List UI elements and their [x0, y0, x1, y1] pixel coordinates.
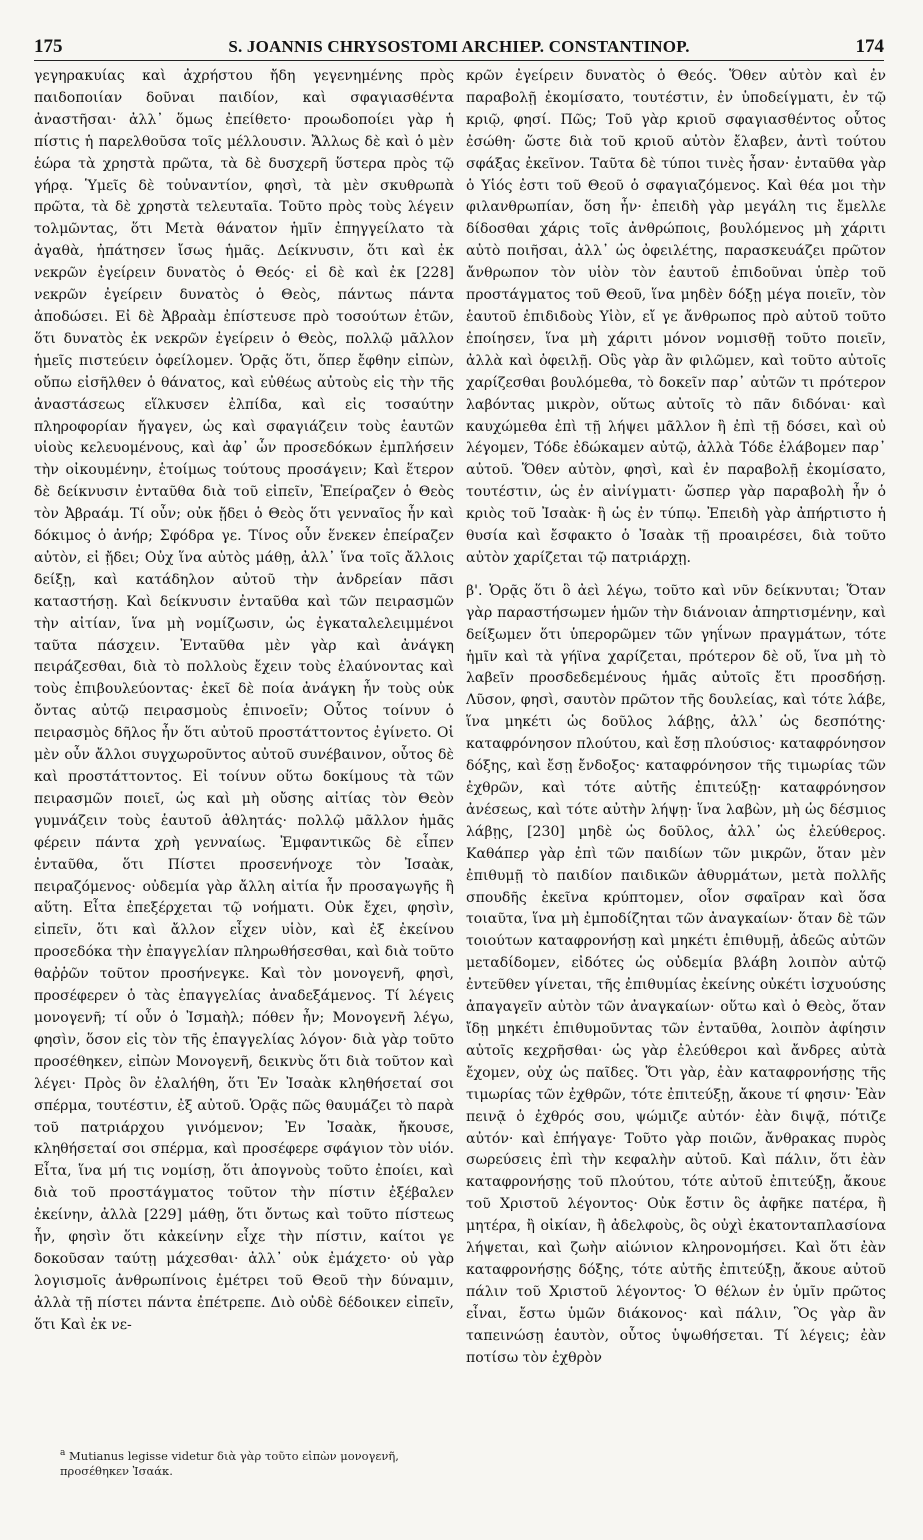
- right-page-number: 174: [855, 36, 884, 57]
- right-column-paragraph-2: β'. Ὁρᾷς ὅτι ὃ ἀεὶ λέγω, τοῦτο καὶ νῦν δείκνυται; Ὅταν γὰρ παραστήσωμεν ἡμῶν τὴν διάνοιαν ἀπηρτισμένην, καὶ δείξωμεν ὅτι ὑπερορῶμεν τῶν γηΐνων πραγμάτων, τότε ἡμῖν καὶ τὰ γήϊνα χαρίζεται, πρότερον δὲ οὔ, ἵνα μὴ τὸ λαβεῖν προσδεδεμένους ἡμᾶς αὐτοῖς ἔτι προσδήσῃ. Λῦσον, φησὶ, σαυτὸν πρῶτον τῆς δουλείας, καὶ τότε λάβε, ἵνα μηκέτι ὡς δοῦλος λάβῃς, ἀλλ᾽ ὡς δεσπότης· καταφρόνησον πλούτου, καὶ ἔσῃ πλούσιος· καταφρόνησον δόξης, καὶ ἔσῃ ἔνδοξος· καταφρόνησον τῆς τιμωρίας τῶν ἐχθρῶν, καὶ τότε αὐτῆς ἐπιτεύξῃ· καταφρόνησον ἀνέσεως, καὶ τότε αὐτὴν λήψῃ· ἵνα λαβὼν, μὴ ὡς δέσμιος λάβῃς, [230] μηδὲ ὡς δοῦλος, ἀλλ᾽ ὡς ἐλεύθερος. Καθάπερ γὰρ ἐπὶ τῶν παιδίων τῶν μικρῶν, ὅταν μὲν ἐπιθυμῇ τὸ παιδίον παιδικῶν ἀθυρμάτων, μετὰ πολλῆς σπουδῆς ἐκεῖνα κρύπτομεν, οἷον σφαῖραν καὶ ὅσα τοιαῦτα, ἵνα μὴ ἐμποδίζηται τῶν ἀναγκαίων· ὅταν δὲ τῶν τοιούτων καταφρονήσῃ καὶ μηκέτι ἐπιθυμῇ, ἀδεῶς αὐτῶν μεταδίδομεν, εἰδότες ὡς οὐδεμία βλάβη λοιπὸν αὐτῷ ἐντεῦθεν γίνεται, τῆς ἐπιθυμίας ἐκείνης οὐκέτι ἰσχυούσης ἀπαγαγεῖν αὐτὸν τῶν ἀναγκαίων· οὕτω καὶ ὁ Θεὸς, ὅταν ἴδῃ μηκέτι ἐπιθυμοῦντας τῶν ἐνταῦθα, λοιπὸν ἀφίησιν αὐτοῖς κεχρῆσθαι· ὡς γὰρ ἐλεύθεροι καὶ ἄνδρες αὐτὰ ἔχομεν, οὐχ ὡς παῖδες. Ὅτι γὰρ, ἐὰν καταφρονήσῃς τῆς τιμωρίας τῶν ἐχθρῶν, τότε ἐπιτεύξῃ, ἄκουε τί φησιν· Ἐὰν πεινᾷ ὁ ἐχθρός σου, ψώμιζε αὐτόν· ἐὰν διψᾷ, πότιζε αὐτόν· καὶ ἐπήγαγε· Τοῦτο γὰρ ποιῶν, ἄνθρακας πυρὸς σωρεύσεις ἐπὶ τὴν κεφαλὴν αὐτοῦ. Καὶ πάλιν, ὅτι ἐὰν καταφρονήσῃς τοῦ πλούτου, τότε αὐτοῦ ἐπιτεύξῃ, ἄκουε τοῦ Χριστοῦ λέγοντος· Οὐκ ἔστιν ὃς ἀφῆκε πατέρα, ἢ μητέρα, ἢ οἰκίαν, ἢ ἀδελφοὺς, ὃς οὐχὶ ἑκατονταπλασίονα λήψεται, καὶ ζωὴν αἰώνιον κληρονομήσει. Καὶ ὅτι ἐὰν καταφρονήσῃς δόξης, τότε αὐτῆς ἐπιτεύξῃ, ἄκουε αὐτοῦ πάλιν τοῦ Χριστοῦ λέγοντος· Ὁ θέλων ἐν ὑμῖν πρῶτος εἶναι, ἔστω ὑμῶν διάκονος· καὶ πάλιν, Ὃς γὰρ ἂν ταπεινώσῃ ἑαυτὸν, οὗτος ὑψωθήσεται. Τί λέγεις; ἐὰν ποτίσω τὸν ἐχθρὸν: [466, 582, 886, 1366]
- footnote-mark: a: [60, 1448, 66, 1458]
- running-title: S. JOANNIS CHRYSOSTOMI ARCHIEP. CONSTANTINOP.: [228, 37, 690, 56]
- right-column-paragraph-1: κρῶν ἐγείρειν δυνατὸς ὁ Θεός. Ὅθεν αὐτὸν καὶ ἐν παραβολῇ ἐκομίσατο, τουτέστιν, ἐν ὑποδείγματι, ἐν τῷ κριῷ, φησί. Πῶς; Τοῦ γὰρ κριοῦ σφαγιασθέντος οὗτος ἐσώθη· ὥστε διὰ τοῦ κριοῦ αὐτὸν ἔλαβεν, ἀντὶ τούτου σφάξας ἐκεῖνον. Ταῦτα δὲ τύποι τινὲς ἦσαν· ἐνταῦθα γὰρ ὁ Υἱός ἐστι τοῦ Θεοῦ ὁ σφαγιαζόμενος. Καὶ θέα μοι τὴν φιλανθρωπίαν, ὅση ἦν· ἐπειδὴ γὰρ μεγάλη τις ἔμελλε δίδοσθαι χάρις τοῖς ἀνθρώποις, βουλόμενος μὴ χάριτι αὐτὸ ποιῆσαι, ἀλλ᾽ ὡς ὀφειλέτης, παρασκευάζει πρῶτον ἄνθρωπον τὸν υἱὸν τὸν ἑαυτοῦ ἐπιδοῦναι ὑπὲρ τοῦ προστάγματος τοῦ Θεοῦ, ἵνα μηδὲν δόξῃ μέγα ποιεῖν, τὸν ἑαυτοῦ ἐπιδιδοὺς Υἱὸν, εἴ γε ἄνθρωπος πρὸ αὐτοῦ τοῦτο ἐποίησεν, ἵνα μὴ χάριτι μόνον νομισθῇ τοῦτο ποιεῖν, ἀλλὰ καὶ ὀφειλῇ. Οὓς γὰρ ἂν φιλῶμεν, καὶ τοῦτο αὐτοῖς χαρίζεσθαι βουλόμεθα, τὸ δοκεῖν παρ᾽ αὐτῶν τι πρότερον λαβόντας μικρὸν, οὕτως αὐτοῖς τὸ πᾶν διδόναι· καὶ καυχώμεθα ἐπὶ τῇ λήψει μᾶλλον ἢ ἐπὶ τῇ δόσει, καὶ οὐ λέγομεν, Τόδε ἐδώκαμεν αὐτῷ, ἀλλὰ Τόδε ἐλάβομεν παρ᾽ αὐτοῦ. Ὅθεν αὐτὸν, φησὶ, καὶ ἐν παραβολῇ ἐκομίσατο, τουτέστιν, ὡς ἐν αἰνίγματι· ὥσπερ γὰρ παραβολὴ ἦν ὁ κριὸς τοῦ Ἰσαὰκ· ἢ ὡς ἐν τύπῳ. Ἐπειδὴ γὰρ ἀπήρτιστο ἡ θυσία καὶ ἔσφακτο ὁ Ἰσαὰκ τῇ προαιρέσει, διὰ τοῦτο αὐτὸν χαρίζεται τῷ πατριάρχῃ.: [466, 68, 886, 566]
- right-column: [466, 66, 886, 1369]
- left-column: [34, 66, 454, 1337]
- page-header: [34, 36, 884, 58]
- left-page-number: 175: [34, 36, 63, 57]
- footnote-text: Mutianus legisse videtur διὰ γὰρ τοῦτο εἰπὼν μονογενῆ, προσέθηκεν Ἰσαάκ.: [60, 1448, 399, 1478]
- footnote: [60, 1446, 452, 1479]
- header-rule: [34, 60, 884, 61]
- left-column-text: γεγηρακυίας καὶ ἀχρήστου ἤδη γεγενημένης πρὸς παιδοποιίαν δοῦναι παιδίον, καὶ σφαγιασθέντα ἀναστῆσαι· ἀλλ᾽ ὅμως ἐπείθετο· προωδοποίει γὰρ ἡ πίστις ἡ παρελθοῦσα τοῖς μέλλουσιν. Ἄλλως δὲ καὶ ὁ μὲν ἑώρα τὰ χρηστὰ πρῶτα, τὰ δὲ δυσχερῆ ὕστερα πρὸς τῷ γήρᾳ. Ὑμεῖς δὲ τοὐναντίον, φησὶ, τὰ μὲν σκυθρωπὰ πρῶτα, τὰ δὲ χρηστὰ τελευταῖα. Τοῦτο πρὸς τοὺς λέγειν τολμῶντας, ὅτι Μετὰ θάνατον ἡμῖν ἐπηγγείλατο τὰ ἀγαθὰ, ἠπάτησεν ἴσως ἡμᾶς. Δείκνυσιν, ὅτι καὶ ἐκ νεκρῶν ἐγείρειν δυνατὸς ὁ Θεός· εἰ δὲ καὶ ἐκ [228] νεκρῶν ἐγείρειν δυνατὸς ὁ Θεὸς, πάντως πάντα ἀποδώσει. Εἰ δὲ Ἀβραὰμ ἐπίστευσε πρὸ τοσούτων ἐτῶν, ὅτι δυνατὸς ἐκ νεκρῶν ἐγείρειν ὁ Θεὸς, πολλῷ μᾶλλον ἡμεῖς πιστεύειν ὀφείλομεν. Ὁρᾷς ὅτι, ὅπερ ἔφθην εἰπὼν, οὔπω εἰσῆλθεν ὁ θάνατος, καὶ εὐθέως αὐτοὺς εἰς τὴν τῆς ἀναστάσεως εἵλκυσεν ἐλπίδα, καὶ εἰς τοσαύτην πληροφορίαν ἤγαγεν, ὡς καὶ σφαγιάζειν τοὺς ἑαυτῶν υἱοὺς κελευομένους, καὶ ἀφ᾽ ὧν προσεδόκων ἐμπλήσειν τὴν οἰκουμένην, ἑτοίμως τούτους προσάγειν; Καὶ ἕτερον δὲ δείκνυσιν ἐνταῦθα διὰ τοῦ εἰπεῖν, Ἐπείραζεν ὁ Θεὸς τὸν Ἀβραάμ. Τί οὖν; οὐκ ᾔδει ὁ Θεὸς ὅτι γενναῖος ἦν καὶ δόκιμος ὁ ἀνήρ; Σφόδρα γε. Τίνος οὖν ἕνεκεν ἐπείραζεν αὐτὸν, εἰ ᾔδει; Οὐχ ἵνα αὐτὸς μάθῃ, ἀλλ᾽ ἵνα τοῖς ἄλλοις δείξῃ, καὶ κατάδηλον αὐτοῦ τὴν ἀνδρείαν πᾶσι καταστήσῃ. Καὶ δείκνυσιν ἐνταῦθα καὶ τῶν πειρασμῶν τὴν αἰτίαν, ἵνα μὴ νομίζωσιν, ὡς ἐγκαταλελειμμένοι ταῦτα πάσχειν. Ἐνταῦθα μὲν γὰρ καὶ ἀνάγκη πειράζεσθαι, διὰ τὸ πολλοὺς ἔχειν τοὺς ἐλαύνοντας καὶ τοὺς ἐπιβουλεύοντας· ἐκεῖ δὲ ποία ἀνάγκη ἦν τοὺς οὐκ ὄντας αὐτῷ πειρασμοὺς ἐπινοεῖν; Οὗτος τοίνυν ὁ πειρασμὸς δῆλος ἦν ὅτι αὐτοῦ προστάττοντος ἐγίνετο. Οἱ μὲν οὖν ἄλλοι συγχωροῦντος αὐτοῦ συνέβαινον, οὗτος δὲ καὶ προστάττοντος. Εἰ τοίνυν οὕτω δοκίμους τὰ τῶν πειρασμῶν ποιεῖ, ὡς καὶ μὴ οὔσης αἰτίας τὸν Θεὸν γυμνάζειν τοὺς ἑαυτοῦ ἀθλητάς· πολλῷ μᾶλλον ἡμᾶς φέρειν πάντα χρὴ γενναίως. Ἐμφαντικῶς δὲ εἶπεν ἐνταῦθα, ὅτι Πίστει προσενήνοχε τὸν Ἰσαὰκ, πειραζόμενος· οὐδεμία γὰρ ἄλλη αἰτία ἦν προσαγωγῆς ἢ αὕτη. Εἶτα ἐπεξέρχεται τῷ νοήματι. Οὐκ ἔχει, φησὶν, εἰπεῖν, ὅτι καὶ ἄλλον εἶχεν υἱὸν, καὶ ἐξ ἐκείνου προσεδόκα τὴν ἐπαγγελίαν πληρωθήσεσθαι, καὶ διὰ τοῦτο θαῤῥῶν τοῦτον προσήνεγκε. Καὶ τὸν μονογενῆ, φησὶ, προσέφερεν ὁ τὰς ἐπαγγελίας ἀναδεξάμενος. Τί λέγεις μονογενῆ; τί οὖν ὁ Ἰσμαὴλ; πόθεν ἦν; Μονογενῆ λέγω, φησὶν, ὅσον εἰς τὸν τῆς ἐπαγγελίας λόγον· διὰ γὰρ τοῦτο προσέθηκεν, εἰπὼν Μονογενῆ, δεικνὺς ὅτι διὰ τοῦτον καὶ λέγει· Πρὸς ὃν ἐλαλήθη, ὅτι Ἐν Ἰσαὰκ κληθήσεταί σοι σπέρμα, τουτέστιν, ἐξ αὐτοῦ. Ὁρᾷς πῶς θαυμάζει τὸ παρὰ τοῦ πατριάρχου γινόμενον; Ἐν Ἰσαὰκ, ἤκουσε, κληθήσεταί σοι σπέρμα, καὶ προσέφερε σφάγιον τὸν υἱόν. Εἶτα, ἵνα μή τις νομίσῃ, ὅτι ἀπογνοὺς τοῦτο ἐποίει, καὶ διὰ τοῦ προστάγματος τοῦτον τὴν πίστιν ἐξέβαλεν ἐκείνην, ἀλλὰ [229] μάθῃ, ὅτι ὄντως καὶ τοῦτο πίστεως ἦν, φησὶν ὅτι κἀκείνην εἶχε τὴν πίστιν, καίτοι γε δοκοῦσαν ταύτῃ μάχεσθαι· ἀλλ᾽ οὐκ ἐμάχετο· οὐ γὰρ λογισμοῖς ἀνθρωπίνοις ἐμέτρει τοῦ Θεοῦ τὴν δύναμιν, ἀλλὰ τῇ πίστει πάντα ἐπέτρεπε. Διὸ οὐδὲ δέδοικεν εἰπεῖν, ὅτι Καὶ ἐκ νε-: [34, 68, 454, 1333]
